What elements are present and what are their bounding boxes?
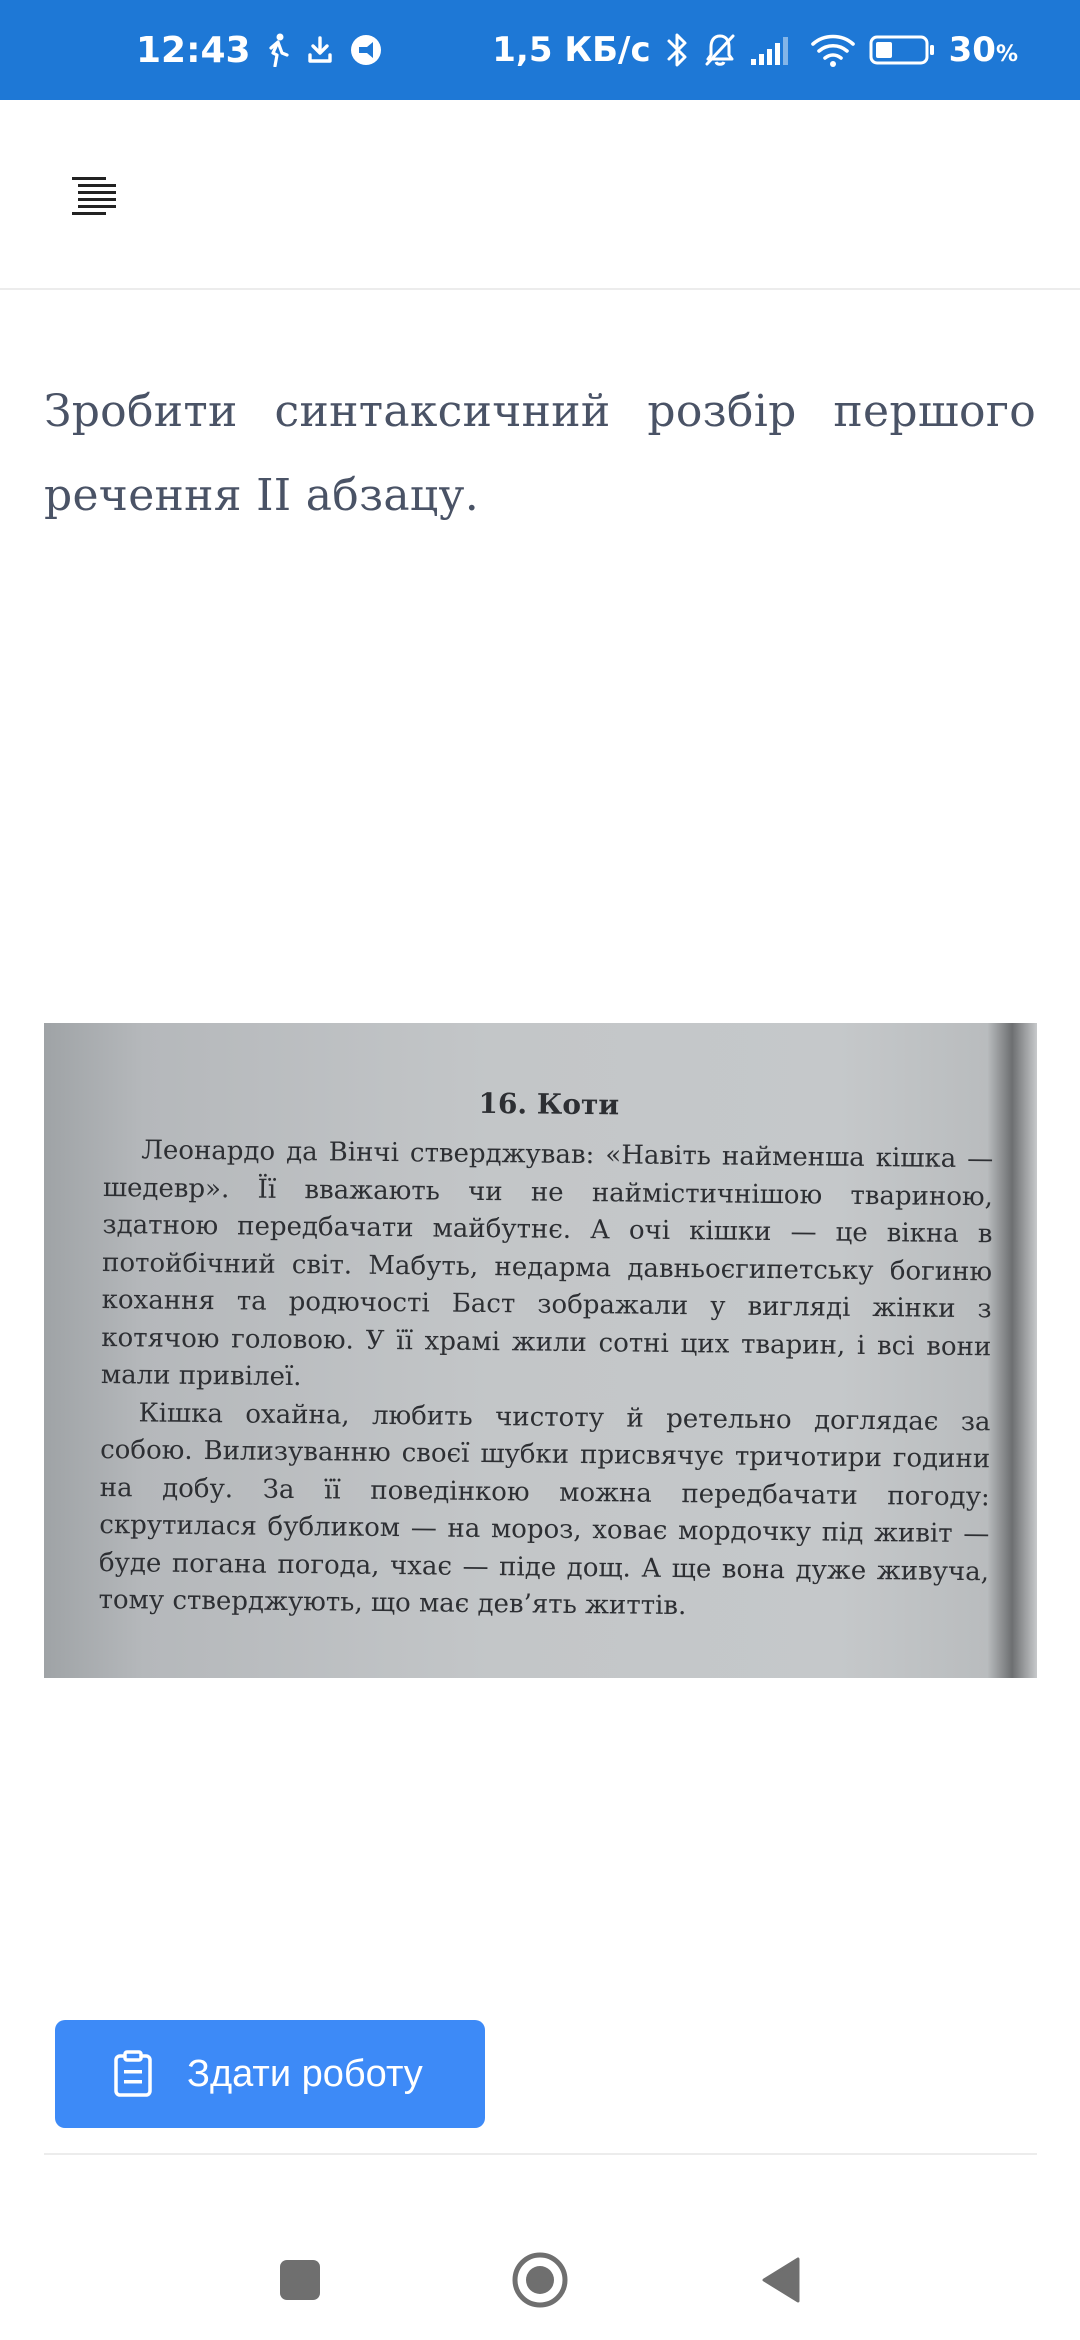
walking-icon bbox=[265, 33, 291, 67]
photo-paragraph-1: Леонардо да Вінчі стверджував: «Навіть найменша кішка — шедевр». Її вважають чи не наймістичнішою твариною, здатною передбачати майбутнє. А очі кішки — це вікна в потойбічний світ. Мабуть, недарма давньоєгипетську богиню кохання та родючості Баст зображали у вигляді жінки з котячою головою. У її храмі жили сотні цих тварин, і всі вони мали привілеї. bbox=[100, 1135, 994, 1393]
battery-percent: 30% bbox=[948, 30, 1018, 70]
submit-label: Здати роботу bbox=[187, 2053, 423, 2095]
app-bar bbox=[0, 100, 1080, 290]
photo-text-block bbox=[98, 1083, 994, 1629]
triangle-back-icon bbox=[758, 2255, 802, 2305]
status-bar bbox=[0, 0, 1080, 100]
question-text: Зробити синтаксичний розбір першого речення II абзацу. bbox=[44, 386, 1036, 521]
navigation-bar bbox=[0, 2210, 1080, 2340]
recents-button[interactable] bbox=[260, 2240, 340, 2320]
status-right bbox=[492, 0, 1018, 100]
textbook-photo bbox=[44, 1023, 1037, 1678]
circle-icon bbox=[511, 2251, 569, 2309]
status-left bbox=[136, 0, 383, 100]
bluetooth-icon bbox=[665, 31, 689, 69]
bottom-divider bbox=[44, 2153, 1037, 2155]
wifi-icon bbox=[811, 33, 855, 67]
back-button[interactable] bbox=[740, 2240, 820, 2320]
photo-title: 16. Коти bbox=[478, 1086, 620, 1122]
menu-button[interactable] bbox=[62, 164, 126, 228]
network-speed: 1,5 КБ/с bbox=[492, 30, 651, 70]
square-icon bbox=[278, 2258, 322, 2302]
text-align-right-icon bbox=[68, 173, 120, 219]
submit-work-button[interactable] bbox=[55, 2020, 485, 2128]
home-button[interactable] bbox=[500, 2240, 580, 2320]
status-time: 12:43 bbox=[136, 29, 251, 71]
bell-off-icon bbox=[703, 32, 737, 68]
signal-icon bbox=[751, 35, 797, 65]
battery-icon bbox=[869, 34, 935, 66]
bubble-icon bbox=[349, 33, 383, 67]
photo-paragraph-2: Кішка охайна, любить чистоту й ретельно доглядає за собою. Вилизуванню своєї шубки присвячує тричотири години на добу. За її поведінкою можна передбачати погоду: скрутилася бубликом — на мороз, ховає мордочку під живіт — буде погана погода, чхає — піде дощ. А ще вона дуже живуча, тому стверджують, що має дев’ять життів. bbox=[98, 1397, 991, 1622]
clipboard-icon bbox=[113, 2050, 153, 2103]
download-icon bbox=[305, 35, 335, 65]
